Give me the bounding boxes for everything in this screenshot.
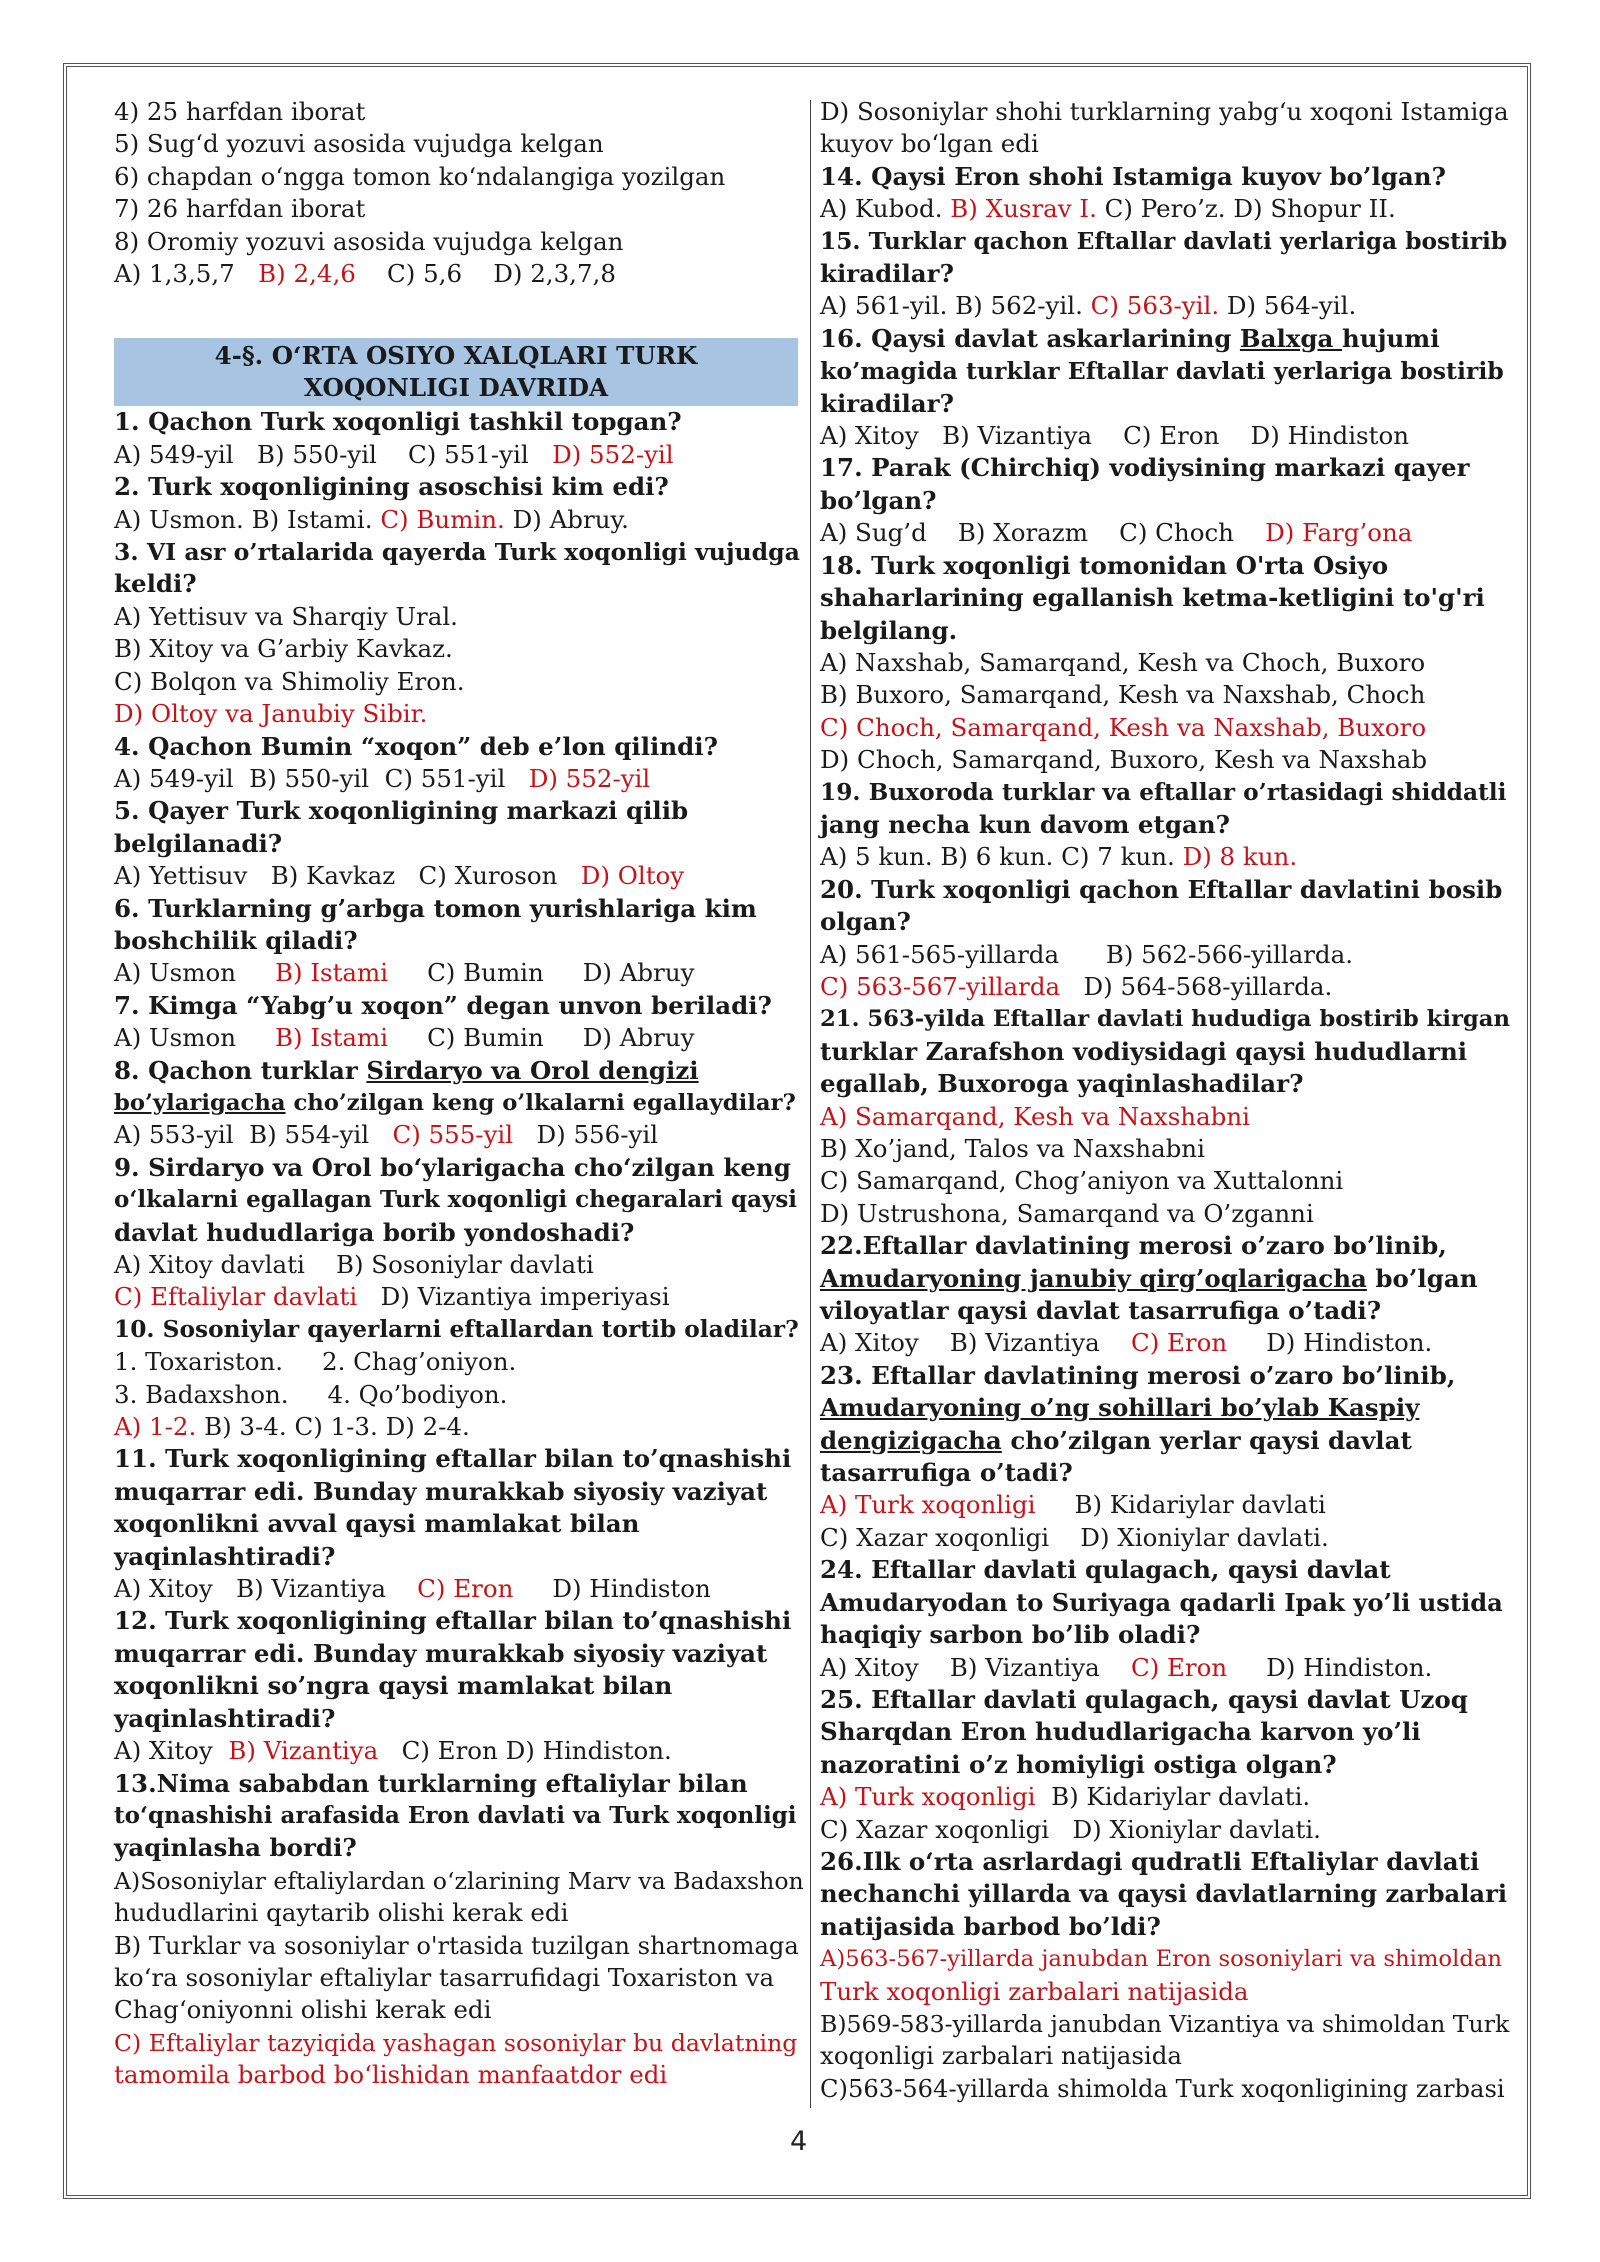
option-b: B) Vizantiya xyxy=(236,1574,387,1604)
question-12: 12. Turk xoqonligining eftallar bilan to’qnashishi xyxy=(114,1606,792,1636)
answer-options xyxy=(820,971,1510,1003)
list-items xyxy=(114,1379,804,1411)
list-item: 2. Chag’oniyon. xyxy=(322,1347,517,1377)
answer-options xyxy=(820,193,1510,225)
option-d: D) Sosoniylar shohi turklarning yabg‘u xoqoni Istamiga xyxy=(820,97,1509,126)
question-24-cont: haqiqiy sarbon bo’lib oladi? xyxy=(820,1620,1201,1650)
question-11-cont: yaqinlashtiradi? xyxy=(114,1541,336,1571)
option-a: A) Naxshab, Samarqand, Kesh va Choch, Buxoro xyxy=(820,647,1426,677)
option-b: B) Kidariylar davlati. xyxy=(1051,1782,1311,1812)
option-d: D) 564-yil. xyxy=(1226,291,1357,321)
question-26-cont: natijasida barbod bo’ldi? xyxy=(820,1911,1161,1941)
option-d: D) Hindiston xyxy=(552,1574,711,1604)
question-23: 23. Eftallar davlatining merosi o’zaro bo’linib, xyxy=(820,1360,1456,1390)
question-12-cont: yaqinlashtiradi? xyxy=(114,1703,336,1733)
option-a-correct: A) Turk xoqonligi xyxy=(820,1490,1036,1520)
column-divider xyxy=(810,100,811,2108)
list-items xyxy=(114,1346,804,1378)
question-12-cont: xoqonlikni so’ngra qaysi mamlakat bilan xyxy=(114,1671,673,1701)
question-20-cont: olgan? xyxy=(820,907,911,937)
question-4: 4. Qachon Bumin “xoqon” deb e’lon qilindi? xyxy=(114,731,718,761)
page-number: 4 xyxy=(790,2126,808,2157)
question-23-cont: tasarrufiga o’tadi? xyxy=(820,1458,1073,1488)
answer-options xyxy=(114,1573,804,1605)
option-b-cont: ko‘ra sosoniylar eftaliylar tasarrufidagi Toxariston va xyxy=(114,1962,775,1992)
option-c: C) Xazar xoqonligi xyxy=(820,1522,1050,1552)
question-6: 6. Turklarning g’arbga tomon yurishlariga kim xyxy=(114,893,757,923)
question-20: 20. Turk xoqonligi qachon Eftallar davlatini bosib xyxy=(820,874,1503,904)
section-heading-line: 4-§. O‘RTA OSIYO XALQLARI TURK xyxy=(214,341,698,371)
option-b: B) Vizantiya xyxy=(949,1652,1100,1682)
option-d: D) 556-yil xyxy=(536,1120,659,1150)
question-3-cont: keldi? xyxy=(114,569,197,599)
option-d: D) Ustrushona, Samarqand va O’zganni xyxy=(820,1198,1314,1228)
option-a: A) 561-565-yillarda xyxy=(820,939,1060,969)
option-a: A) 1,3,5,7 xyxy=(114,259,235,289)
question-text: hujumi xyxy=(1341,323,1440,353)
option-b: B) Kidariylar davlati xyxy=(1074,1490,1326,1520)
question-12-cont: muqarrar edi. Bunday murakkab siyosiy vaziyat xyxy=(114,1638,768,1668)
answer-options xyxy=(114,860,804,892)
option-b-cont: xoqonligi zarbalari natijasida xyxy=(820,2041,1183,2071)
question-6-cont: boshchilik qiladi? xyxy=(114,925,358,955)
answer-options xyxy=(820,420,1510,452)
option-d-correct: D) Farg’ona xyxy=(1265,518,1413,548)
question-text: 8. Qachon turklar xyxy=(114,1055,367,1085)
question-18-cont: shaharlarining egallanish ketma-ketligini to'g'ri xyxy=(820,583,1485,613)
option-a: A)Sosoniylar eftaliylardan o‘zlarining Marv va Badaxshon xyxy=(114,1866,804,1895)
question-17-cont: bo’lgan? xyxy=(820,485,937,515)
question-9: 9. Sirdaryo va Orol bo‘ylarigacha cho‘zilgan keng xyxy=(114,1152,791,1182)
question-21: 21. 563-yilda Eftallar davlati hududiga bostirib kirgan xyxy=(820,1006,1510,1033)
underlined-text: Sirdaryo va Orol dengizi xyxy=(366,1055,699,1085)
option-a: A) 549-yil xyxy=(114,439,234,469)
question-11-cont: muqarrar edi. Bunday murakkab siyosiy vaziyat xyxy=(114,1476,768,1506)
question-23-cont xyxy=(820,1425,1510,1457)
answer-options xyxy=(820,1781,1510,1813)
question-14: 14. Qaysi Eron shohi Istamiga kuyov bo’lgan? xyxy=(820,161,1446,191)
section-heading-line: XOQONLIGI DAVRIDA xyxy=(303,373,609,403)
list-item: 4. Qo’bodiyon. xyxy=(327,1379,508,1409)
question-26-cont: nechanchi yillarda va qaysi davlatlarning zarbalari xyxy=(820,1879,1508,1909)
option-d-correct: D) 8 kun. xyxy=(1182,842,1298,872)
question-16-cont: ko’magida turklar Eftallar davlati yerlariga bostirib xyxy=(820,357,1504,386)
option-b: B) 550-yil xyxy=(249,763,370,793)
list-item: 3. Badaxshon. xyxy=(114,1379,289,1409)
option-c: C) Bolqon va Shimoliy Eron. xyxy=(114,666,465,696)
option-b-correct: B) 2,4,6 xyxy=(258,259,356,289)
option-d-correct: D) 552-yil xyxy=(552,439,674,469)
option-a-correct-cont: Turk xoqonligi zarbalari natijasida xyxy=(820,1976,1249,2006)
question-3: 3. VI asr o’rtalarida qayerda Turk xoqonligi vujudga xyxy=(114,538,800,567)
answer-options xyxy=(820,517,1510,549)
option-a: A) Yettisuv xyxy=(114,861,248,891)
underlined-text: Balxga xyxy=(1239,323,1342,353)
question-2: 2. Turk xoqonligining asoschisi kim edi? xyxy=(114,472,669,502)
question-24-cont: Amudaryodan to Suriyaga qadarli Ipak yo’li ustida xyxy=(820,1587,1503,1617)
option-d: D) 564-568-yillarda. xyxy=(1083,971,1333,1001)
option-a: A) Usmon xyxy=(114,958,237,988)
option-d-correct: D) 552-yil xyxy=(528,763,651,793)
option-c-correct: C) 563-567-yillarda xyxy=(820,971,1061,1001)
option-d: D) Choch, Samarqand, Buxoro, Kesh va Naxshab xyxy=(820,745,1428,775)
option-d: D) 2,3,7,8 xyxy=(493,259,616,289)
answer-options xyxy=(820,1327,1510,1359)
option-c-correct-cont: tamomila barbod bo‘lishidan manfaatdor edi xyxy=(114,2060,668,2090)
option-a-correct: A)563-567-yillarda janubdan Eron sosoniylari va shimoldan xyxy=(820,1946,1502,1973)
option-b: B) 550-yil xyxy=(256,439,377,469)
question-22-cont: viloyatlar qaysi davlat tasarrufiga o’tadi? xyxy=(820,1296,1382,1326)
answer-options xyxy=(820,1652,1510,1684)
question-21-cont: egallab, Buxoroga yaqinlashadilar? xyxy=(820,1069,1304,1099)
question-25: 25. Eftallar davlati qulagach, qaysi davlat Uzoq xyxy=(820,1684,1468,1714)
option-d: D) Hindiston. xyxy=(1266,1652,1433,1682)
question-19: 19. Buxoroda turklar va eftallar o’rtasidagi shiddatli xyxy=(820,778,1507,806)
option-a: A) Xitoy xyxy=(820,1652,919,1682)
option-d-correct: D) Oltoy xyxy=(580,861,685,891)
option-abc: A) 5 kun. B) 6 kun. C) 7 kun. xyxy=(820,842,1175,872)
answer-options xyxy=(114,763,804,795)
answer-options xyxy=(114,1249,804,1281)
option-ab: A) 561-yil. B) 562-yil. xyxy=(820,291,1083,321)
question-11-cont: xoqonlikni avval qaysi mamlakat bilan xyxy=(114,1509,640,1539)
option-b: B) Kavkaz xyxy=(270,861,396,891)
option-cd: C) Eron D) Hindiston. xyxy=(401,1736,672,1766)
option-d: D) Xioniylar davlati. xyxy=(1072,1814,1321,1844)
question-9-cont: o‘lkalarni egallagan Turk xoqonligi chegaralari qaysi xyxy=(114,1186,798,1214)
option-a: A) Xitoy xyxy=(820,421,919,451)
option-c: C) Bumin xyxy=(427,1023,544,1053)
option-a: A) 549-yil xyxy=(114,763,234,793)
option-c-correct: C) 563-yil. xyxy=(1090,291,1220,321)
answer-options xyxy=(114,1281,804,1313)
question-18: 18. Turk xoqonligi tomonidan O'rta Osiyo xyxy=(820,550,1389,580)
question-26: 26.Ilk o‘rta asrlardagi qudratli Eftaliylar davlati xyxy=(820,1846,1480,1876)
option-c-correct: C) Choch, Samarqand, Kesh va Naxshab, Buxoro xyxy=(820,712,1427,742)
answer-options xyxy=(820,1814,1510,1846)
option-c: C) Choch xyxy=(1119,518,1234,548)
option-c: C) Xazar xoqonligi xyxy=(820,1814,1050,1844)
option-a: A) Xitoy xyxy=(820,1328,919,1358)
left-column xyxy=(114,96,804,2092)
spacer xyxy=(114,290,804,338)
option-b: B) Xitoy va G’arbiy Kavkaz. xyxy=(114,634,453,664)
question-19-cont: jang necha kun davom etgan? xyxy=(820,809,1230,839)
option-b: B) Vizantiya xyxy=(949,1328,1100,1358)
list-item: 7) 26 harfdan iborat xyxy=(114,194,366,224)
option-b-correct: B) Istami xyxy=(274,958,389,988)
question-5-cont: belgilanadi? xyxy=(114,828,283,858)
option-c: C) 5,6 xyxy=(387,259,463,289)
answer-options xyxy=(820,841,1510,873)
question-text: cho’zilgan keng o’lkalarni egallaydilar? xyxy=(285,1089,796,1116)
option-c-correct: C) 555-yil xyxy=(392,1120,514,1150)
option-b-correct: B) Vizantiya xyxy=(228,1736,379,1766)
answer-options xyxy=(114,1022,804,1054)
option-c: C) 551-yil xyxy=(384,763,506,793)
right-column xyxy=(820,96,1510,2105)
question-7: 7. Kimga “Yabg’u xoqon” degan unvon beriladi? xyxy=(114,990,772,1020)
option-c: C) 551-yil xyxy=(408,439,529,469)
option-b-cont: Chag‘oniyonni olishi kerak edi xyxy=(114,1995,492,2025)
question-8-cont xyxy=(114,1087,804,1119)
option-a: A) 553-yil xyxy=(114,1120,234,1150)
question-15-cont: kiradilar? xyxy=(820,259,954,289)
list-item: 6) chapdan o‘ngga tomon ko‘ndalangiga yozilgan xyxy=(114,161,726,191)
question-13-cont: yaqinlasha bordi? xyxy=(114,1833,357,1863)
option-d: D) Abruy. xyxy=(512,504,629,534)
question-22: 22.Eftallar davlatining merosi o’zaro bo’linib, xyxy=(820,1231,1447,1261)
option-b: B) Buxoro, Samarqand, Kesh va Naxshab, Choch xyxy=(820,680,1426,710)
option-d: D) Xioniylar davlati. xyxy=(1080,1522,1329,1552)
option-c-correct: C) Eron xyxy=(1130,1328,1228,1358)
option-a: A) Xitoy davlati xyxy=(114,1250,305,1279)
option-c: C) Bumin xyxy=(427,958,544,988)
option-b: B) Xorazm xyxy=(957,518,1088,548)
list-item: 8) Oromiy yozuvi asosida vujudga kelgan xyxy=(114,226,624,256)
question-23-cont: Amudaryoning o’ng sohillari bo’ylab Kaspiy xyxy=(820,1393,1420,1423)
option-b-correct: B) Istami xyxy=(274,1023,389,1053)
question-25-cont: Sharqdan Eron hududlarigacha karvon yo’li xyxy=(820,1717,1421,1747)
option-cd: C) Pero’z. D) Shopur II. xyxy=(1104,194,1396,224)
list-item: 5) Sug‘d yozuvi asosida vujudga kelgan xyxy=(114,129,604,159)
option-a: A) Sug’d xyxy=(820,518,927,548)
question-10: 10. Sosoniylar qayerlarni eftallardan tortib oladilar? xyxy=(114,1315,799,1343)
option-c-correct: C) Bumin. xyxy=(380,504,505,534)
option-c-correct: C) Eron xyxy=(1130,1652,1228,1682)
option-b-correct: B) Xusrav I. xyxy=(950,194,1097,224)
question-22-cont xyxy=(820,1263,1510,1295)
answer-options xyxy=(820,290,1510,322)
option-c-correct: C) Eron xyxy=(417,1574,514,1604)
option-d-cont: kuyov bo‘lgan edi xyxy=(820,129,1039,159)
option-a-correct: A) 1-2. xyxy=(114,1412,197,1442)
option-c: C) Eron xyxy=(1123,421,1220,451)
question-text: 16. Qaysi davlat askarlarining xyxy=(820,323,1240,353)
question-text: cho’zilgan yerlar qaysi davlat xyxy=(1001,1425,1412,1455)
answer-options xyxy=(114,1411,804,1443)
option-b: B) Vizantiya xyxy=(942,421,1093,451)
question-11: 11. Turk xoqonligining eftallar bilan to’qnashishi xyxy=(114,1444,792,1474)
option-d: D) Abruy xyxy=(582,1023,695,1053)
underlined-text: dengizigacha xyxy=(820,1425,1002,1455)
question-8 xyxy=(114,1055,804,1087)
option-b: B)569-583-yillarda janubdan Vizantiya va shimoldan Turk xyxy=(820,2009,1510,2038)
option-bcd: B) 3-4. C) 1-3. D) 2-4. xyxy=(204,1412,470,1442)
section-heading xyxy=(114,338,798,406)
option-b: B) Sosoniylar davlati xyxy=(335,1250,594,1279)
question-16 xyxy=(820,323,1510,355)
option-d-correct: D) Oltoy va Janubiy Sibir. xyxy=(114,699,428,729)
option-d: D) Hindiston. xyxy=(1266,1328,1433,1358)
answer-options xyxy=(114,1735,804,1767)
question-13-cont: to‘qnashishi arafasida Eron davlati va Turk xoqonligi xyxy=(114,1801,797,1829)
question-16-cont: kiradilar? xyxy=(820,388,954,418)
option-a: A) Xitoy xyxy=(114,1736,213,1766)
underlined-text: Amudaryoning janubiy qirg’oqlarigacha xyxy=(820,1263,1367,1293)
option-ab: A) Usmon. B) Istami. xyxy=(114,504,373,534)
option-a: A) Xitoy xyxy=(114,1574,213,1604)
option-d: D) Abruy xyxy=(582,958,695,988)
question-18-cont: belgilang. xyxy=(820,615,958,645)
answer-options xyxy=(114,504,804,536)
underlined-text: bo’ylarigacha xyxy=(114,1089,286,1116)
option-d: D) Vizantiya imperiyasi xyxy=(380,1282,670,1312)
option-a-correct: A) Samarqand, Kesh va Naxshabni xyxy=(820,1101,1250,1131)
option-b: B) 562-566-yillarda. xyxy=(1105,939,1354,969)
answer-options xyxy=(820,1489,1510,1521)
option-c-correct: C) Eftaliylar tazyiqida yashagan sosoniylar bu davlatning xyxy=(114,2028,798,2057)
option-a: A) Usmon xyxy=(114,1023,237,1053)
option-c: C)563-564-yillarda shimolda Turk xoqonligining zarbasi xyxy=(820,2074,1505,2103)
question-15: 15. Turklar qachon Eftallar davlati yerlariga bostirib xyxy=(820,227,1508,255)
question-13: 13.Nima sababdan turklarning eftaliylar bilan xyxy=(114,1768,748,1798)
list-item: 1. Toxariston. xyxy=(114,1347,284,1377)
option-b: B) 554-yil xyxy=(249,1120,370,1150)
option-c-correct: C) Eftaliylar davlati xyxy=(114,1282,358,1312)
option-b: B) Xo’jand, Talos va Naxshabni xyxy=(820,1134,1205,1163)
question-5: 5. Qayer Turk xoqonligining markazi qilib xyxy=(114,796,689,826)
answer-options xyxy=(820,939,1510,971)
option-c: C) Samarqand, Chog’aniyon va Xuttalonni xyxy=(820,1166,1344,1196)
question-9-cont: davlat hududlariga borib yondoshadi? xyxy=(114,1217,635,1247)
answer-options xyxy=(114,957,804,989)
option-a-correct: A) Turk xoqonligi xyxy=(820,1782,1036,1812)
question-1: 1. Qachon Turk xoqonligi tashkil topgan? xyxy=(114,407,682,437)
option-b: B) Turklar va sosoniylar o'rtasida tuzilgan shartnomaga xyxy=(114,1931,799,1960)
question-25-cont: nazoratini o’z homiyligi ostiga olgan? xyxy=(820,1749,1337,1779)
list-item: 4) 25 harfdan iborat xyxy=(114,97,366,126)
question-17: 17. Parak (Chirchiq) vodiysining markazi qayer xyxy=(820,453,1470,483)
question-21-cont: turklar Zarafshon vodiysidagi qaysi hududlarni xyxy=(820,1036,1468,1066)
answer-options xyxy=(114,258,804,290)
question-24: 24. Eftallar davlati qulagach, qaysi davlat xyxy=(820,1555,1391,1585)
answer-options xyxy=(114,439,804,471)
option-a-cont: hududlarini qaytarib olishi kerak edi xyxy=(114,1898,569,1928)
option-d: D) Hindiston xyxy=(1250,421,1409,451)
option-c: C) Xuroson xyxy=(418,861,558,891)
option-a: A) Yettisuv va Sharqiy Ural. xyxy=(114,601,458,631)
option-a: A) Kubod. xyxy=(820,194,943,224)
answer-options xyxy=(114,1119,804,1151)
question-text: bo’lgan xyxy=(1366,1263,1478,1293)
answer-options xyxy=(820,1522,1510,1554)
